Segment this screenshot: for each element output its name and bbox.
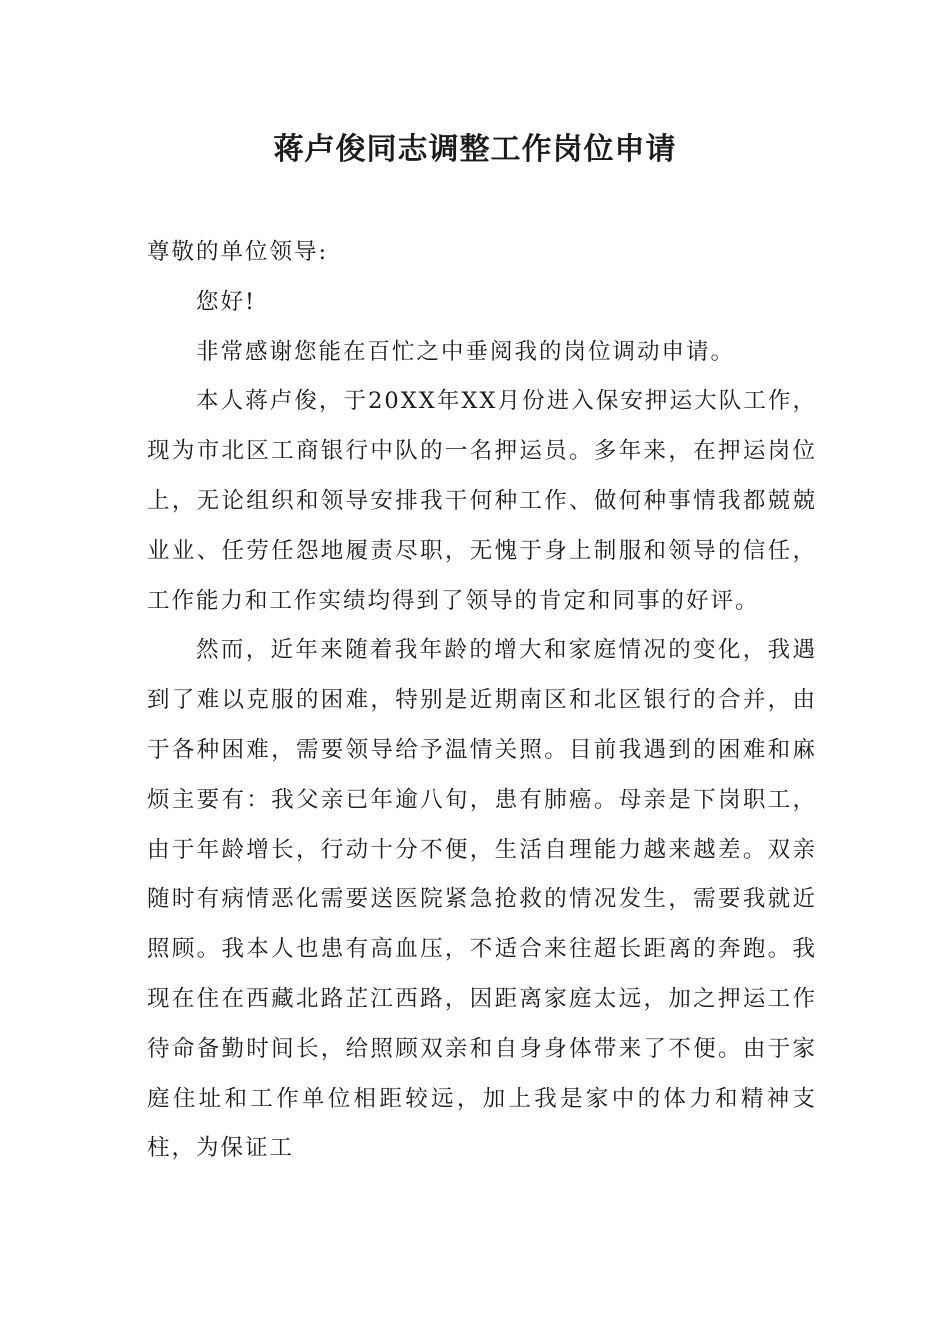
salutation: 尊敬的单位领导: (147, 239, 329, 265)
paragraph-difficulties: 然而，近年来随着我年龄的增大和家庭情况的变化，我遇到了难以克服的困难，特别是近期南区和北区银行的合并，由于各种困难，需要领导给予温情关照。目前我遇到的困难和麻烦主要有：我父亲已年逾八旬，患有肺癌。母亲是下岗职工，由于年龄增长，行动十分不便，生活自理能力越来越差。双亲随时有病情恶化需要送医院紧急抢救的情况发生，需要我就近照顾。我本人也患有高血压，不适合来往超长距离的奔跑。我现在住在西藏北路芷江西路，因距离家庭太远，加之押运工作待命备勤时间长，给照顾双亲和自身身体带来了不便。由于家庭住址和工作单位相距较远，加上我是家中的体力和精神支柱，为保证工 (147, 637, 817, 1162)
paragraph-thanks: 非常感谢您能在百忙之中垂阅我的岗位调动申请。 (196, 338, 736, 365)
document-body (147, 228, 817, 1174)
paragraph-introduction: 本人蒋卢俊，于20XX年XX月份进入保安押运大队工作，现为市北区工商银行中队的一名押运员。多年来，在押运岗位上，无论组织和领导安排我干何种工作、做何种事情我都兢兢业业、任劳任怨地履责尽职，无愧于身上制服和领导的信任，工作能力和工作实绩均得到了领导的肯定和同事的好评。 (147, 388, 817, 614)
document-title: 蒋卢俊同志调整工作岗位申请 (273, 132, 677, 167)
paragraph-greeting: 您好! (196, 288, 257, 315)
